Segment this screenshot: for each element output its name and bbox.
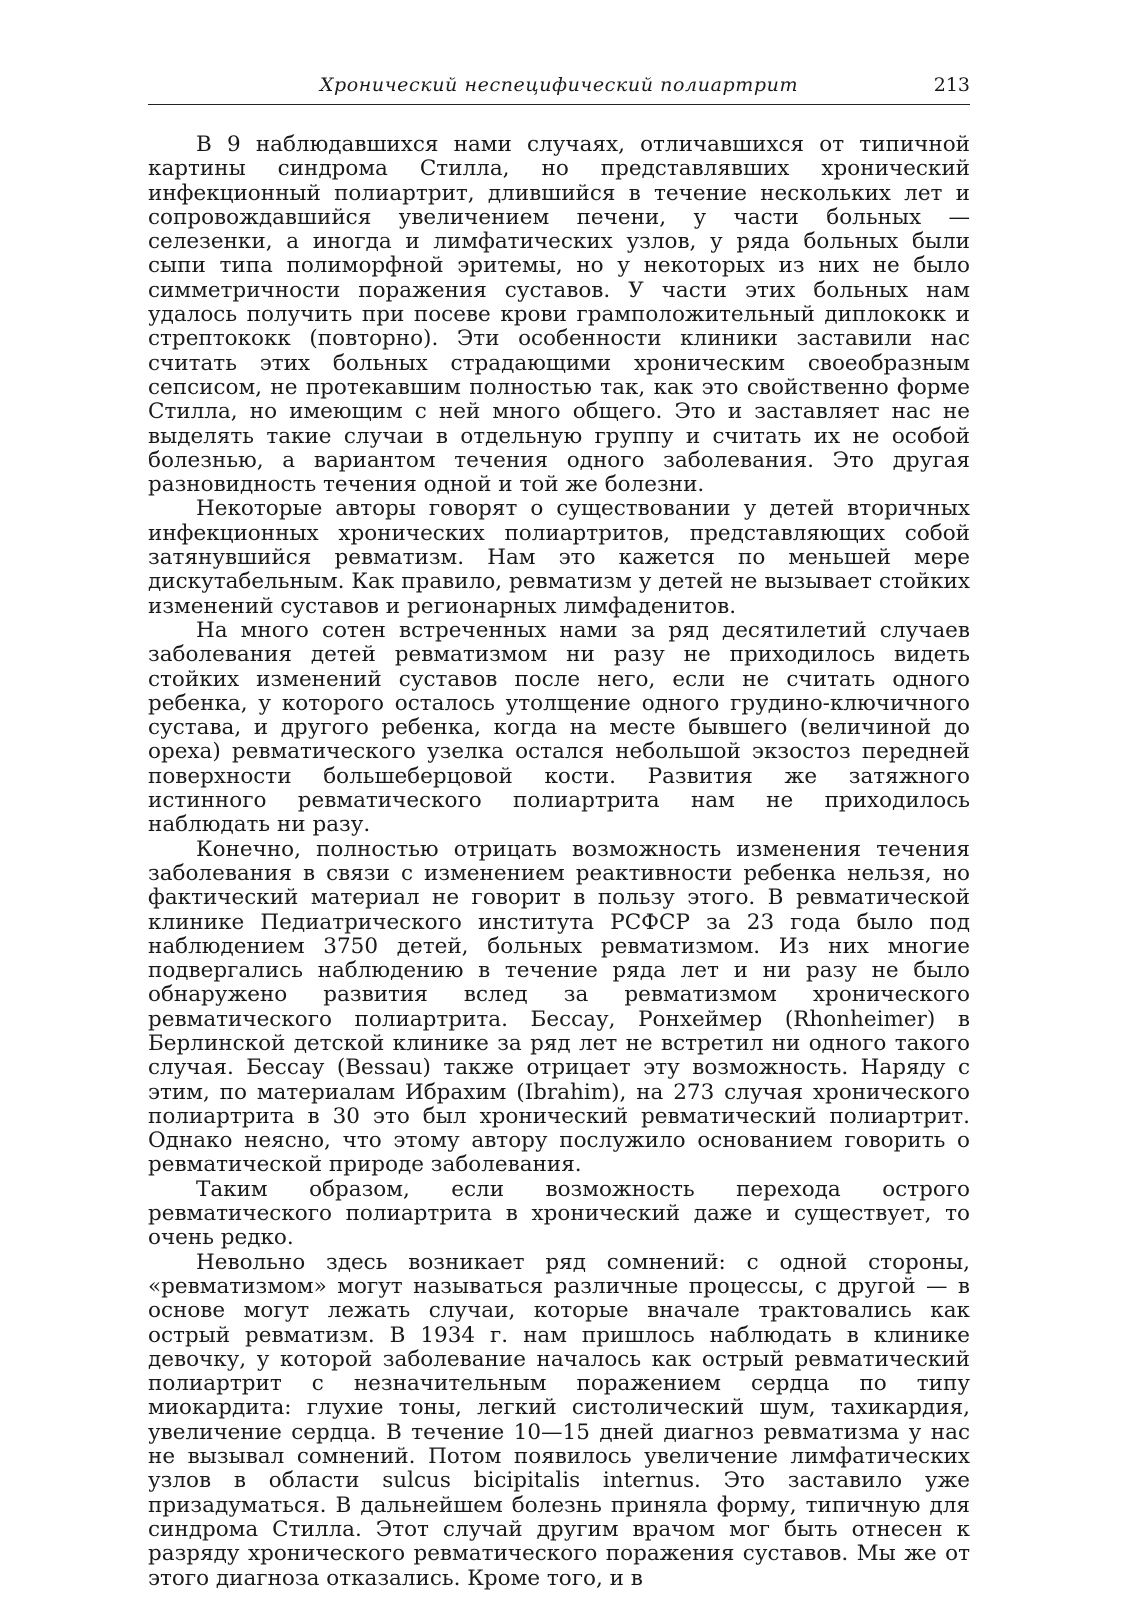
paragraph: В 9 наблюдавшихся нами случаях, отличавшихся от типичной картины синдрома Стилла, но представлявших хронический инфекционный полиартрит, длившийся в течение нескольких лет и сопровождавшийся увеличением печени, у части больных — селезенки, а иногда и лимфатических узлов, у ряда больных были сыпи типа полиморфной эритемы, но у некоторых из них не было симметричности поражения суставов. У части этих больных нам удалось получить при посеве крови грамположительный диплококк и стрептококк (повторно). Эти особенности клиники заставили нас считать этих больных страдающими хроническим своеобразным сепсисом, не протекавшим полностью так, как это свойственно форме Стилла, но имеющим с ней много общего. Это и заставляет нас не выделять такие случаи в отдельную группу и считать их не особой болезнью, а вариантом течения одного заболевания. Это другая разновидность течения одной и той же болезни. [148,132,970,498]
running-title: Хронический неспецифический полиартрит [319,74,799,96]
paragraph: Некоторые авторы говорят о существовании у детей вторичных инфекционных хронических полиартритов, представляющих собой затянувшийся ревматизм. Нам это кажется по меньшей мере дискутабельным. Как правило, ревматизм у детей не вызывает стойких изменений суставов и регионарных лимфаденитов. [148,496,970,619]
page-number: 213 [933,74,970,96]
paragraph: Невольно здесь возникает ряд сомнений: с одной стороны, «ревматизмом» могут называться различные процессы, с другой — в основе могут лежать случаи, которые вначале трактовались как острый ревматизм. В 1934 г. нам пришлось наблюдать в клинике девочку, у которой заболевание началось как острый ревматический полиартрит с незначительным поражением сердца по типу миокардита: глухие тоны, легкий систолический шум, тахикардия, увеличение сердца. В течение 10—15 дней диагноз ревматизма у нас не вызывал сомнений. Потом появилось увеличение лимфатических узлов в области sulcus bicipitalis internus. Это заставило уже призадуматься. В дальнейшем болезнь приняла форму, типичную для синдрома Стилла. Этот случай другим врачом мог быть отнесен к разряду хронического ревматического поражения суставов. Мы же от этого диагноза отказались. Кроме того, и в [148,1249,970,1591]
book-page [148,72,970,1591]
paragraph: Таким образом, если возможность перехода острого ревматического полиартрита в хронический даже и существует, то очень редко. [148,1176,970,1251]
paragraph: На много сотен встреченных нами за ряд десятилетий случаев заболевания детей ревматизмом ни разу не приходилось видеть стойких изменений суставов после него, если не считать одного ребенка, у которого осталось утолщение одного грудино-ключичного сустава, и другого ребенка, когда на месте бывшего (величиной до ореха) ревматического узелка остался небольшой экзостоз передней поверхности большеберцовой кости. Развития же затяжного истинного ревматического полиартрита нам не приходилось наблюдать ни разу. [148,617,970,838]
body-text [148,133,970,1591]
running-header [148,72,970,105]
paragraph: Конечно, полностью отрицать возможность изменения течения заболевания в связи с изменением реактивности ребенка нельзя, но фактический материал не говорит в пользу этого. В ревматической клинике Педиатрического института РСФСР за 23 года было под наблюдением 3750 детей, больных ревматизмом. Из них многие подвергались наблюдению в течение ряда лет и ни разу не было обнаружено развития вслед за ревматизмом хронического ревматического полиартрита. Бессау, Ронхеймер (Rhonheimer) в Берлинской детской клинике за ряд лет не встретил ни одного такого случая. Бессау (Bessau) также отрицает эту возможность. Наряду с этим, по материалам Ибрахим (Ibrahim), на 273 случая хронического полиартрита в 30 это был хронический ревматический полиартрит. Однако неясно, что этому автору послужило основанием говорить о ревматической природе заболевания. [148,836,970,1178]
